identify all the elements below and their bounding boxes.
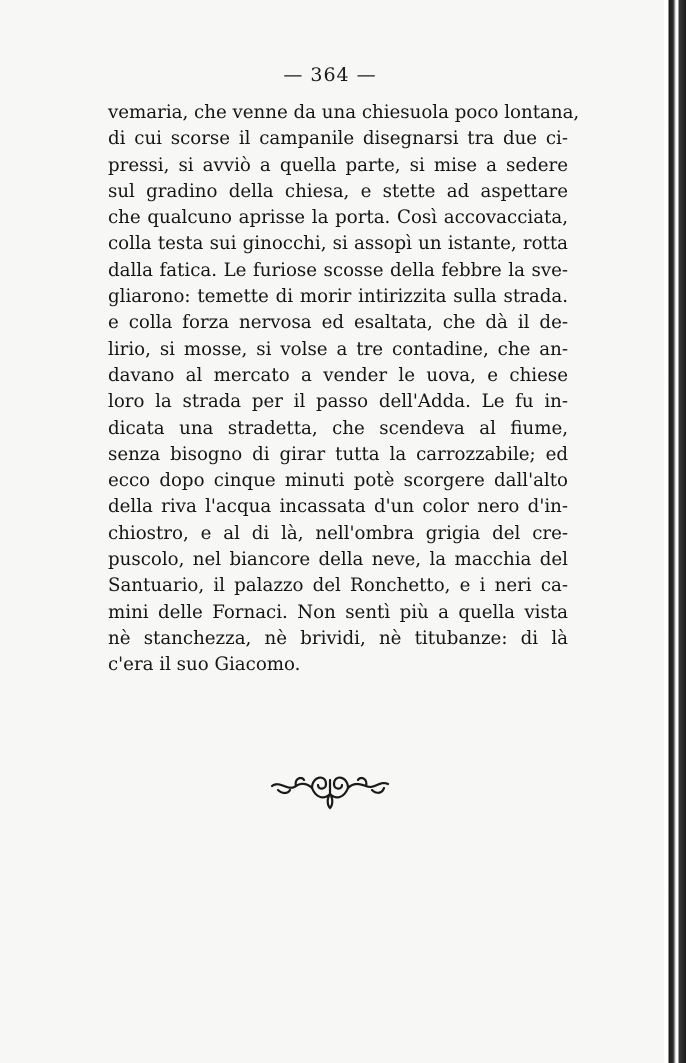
text-line: sul gradino della chiesa, e stette ad aspettare [108,180,568,202]
text-line: nè stanchezza, nè brividi, nè titubanze: di là [108,627,568,649]
text-line: dicata una stradetta, che scendeva al fiume, [108,417,568,439]
text-line: che qualcuno aprisse la porta. Così accovacciata, [108,207,568,229]
text-line: dalla fatica. Le furiose scosse della febbre la sve- [108,259,568,281]
text-line: senza bisogno di girar tutta la carrozzabile; ed [108,443,568,465]
text-line: puscolo, nel biancore della neve, la macchia del [108,549,568,571]
text-line: pressi, si avviò a quella parte, si mise a sedere [108,154,568,176]
floral-ornament-icon [268,766,392,810]
text-line: lirio, si mosse, si volse a tre contadine, che an- [108,338,568,360]
text-line: gliarono: temette di morir intirizzita sulla strada. [108,286,568,308]
page-number: — 364 — [283,64,377,86]
body-text [108,100,580,679]
text-line: Santuario, il palazzo del Ronchetto, e i neri ca- [108,575,568,597]
text-line: mini delle Fornaci. Non sentì più a quella vista [108,601,568,623]
text-line: colla testa sui ginocchi, si assopì un istante, rotta [108,233,568,255]
text-line: e colla forza nervosa ed esaltata, che dà il de- [108,312,568,334]
text-line: di cui scorse il campanile disegnarsi tra due ci- [108,128,568,150]
text-line: vemaria, che venne da una chiesuola poco lontana, [108,102,580,123]
text-line: della riva l'acqua incassata d'un color nero d'in- [108,496,568,518]
text-line: chiostro, e al di là, nell'ombra grigia del cre- [108,522,568,544]
text-line: ecco dopo cinque minuti potè scorgere dall'alto [108,470,568,492]
text-line: davano al mercato a vender le uova, e chiese [108,364,568,386]
text-line: c'era il suo Giacomo. [108,654,301,676]
page-edge-shadow [664,0,686,1063]
text-line: loro la strada per il passo dell'Adda. Le fu in- [108,391,568,413]
